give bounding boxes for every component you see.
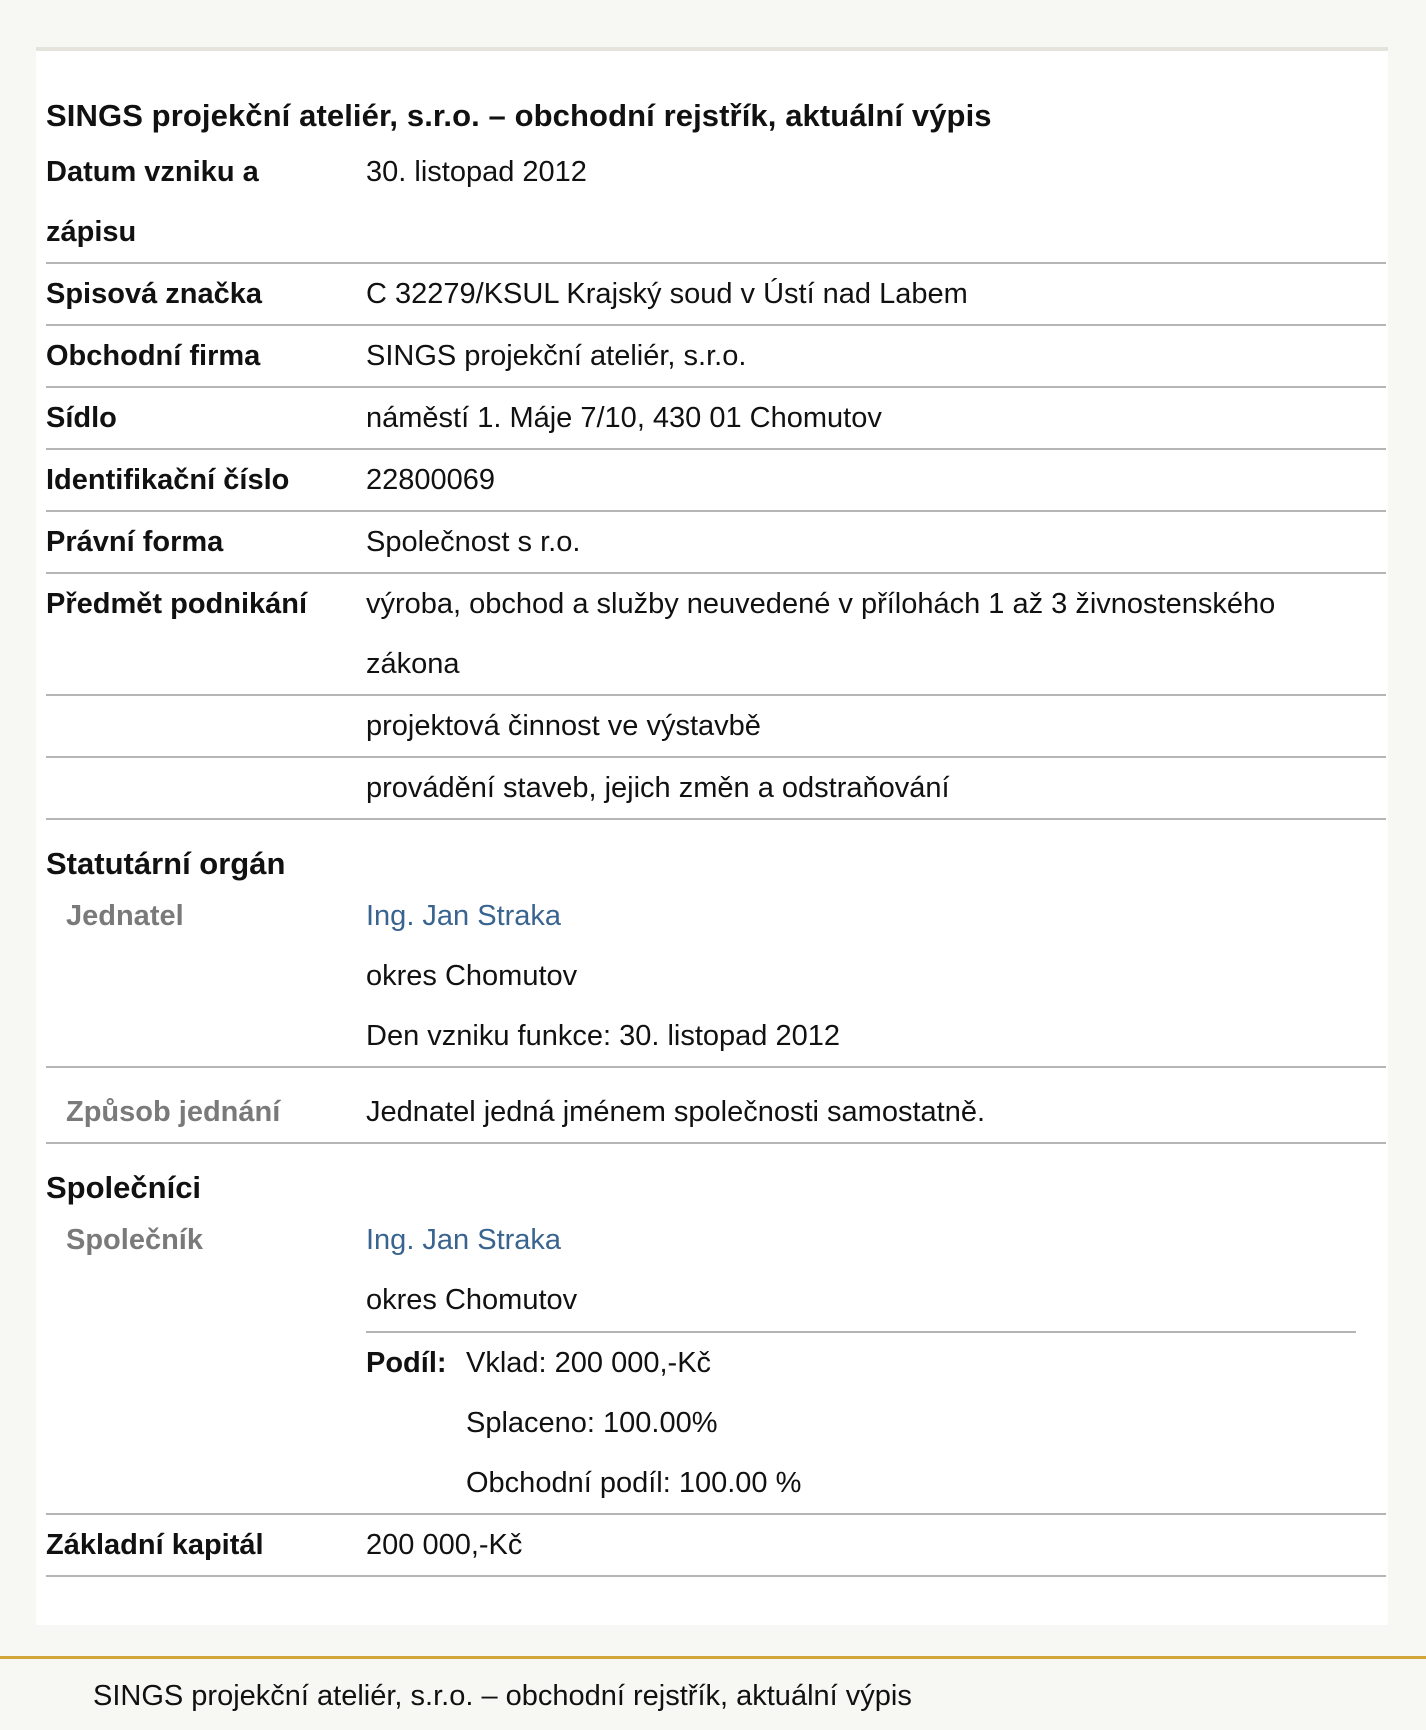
value-identifikacni-cislo: 22800069 bbox=[366, 464, 496, 496]
registry-content bbox=[46, 51, 1386, 1577]
value-predmet-item-1 bbox=[366, 574, 1386, 694]
label-zpusob-jednani: Způsob jednání bbox=[66, 1096, 281, 1128]
value-jednatel bbox=[366, 886, 1386, 1066]
label-datum-line-2: zápisu bbox=[46, 216, 137, 248]
jednatel-name-link[interactable]: Ing. Jan Straka bbox=[366, 900, 562, 932]
row-sidlo bbox=[46, 388, 1386, 450]
value-spolecnik bbox=[366, 1210, 1386, 1513]
row-spolecnik bbox=[46, 1210, 1386, 1515]
row-datum-vzniku bbox=[46, 142, 1386, 264]
label-obchodni-firma: Obchodní firma bbox=[46, 340, 261, 372]
registry-panel bbox=[36, 51, 1388, 1625]
section-title-statutarni-organ: Statutární orgán bbox=[46, 846, 286, 881]
value-predmet-item-2: projektová činnost ve výstavbě bbox=[366, 710, 761, 742]
label-sidlo: Sídlo bbox=[46, 402, 117, 434]
label-spisova-znacka: Spisová značka bbox=[46, 278, 262, 310]
row-obchodni-firma bbox=[46, 326, 1386, 388]
section-title-spolecnici: Společníci bbox=[46, 1170, 202, 1205]
value-pravni-forma: Společnost s r.o. bbox=[366, 526, 581, 558]
label-datum-vzniku bbox=[46, 142, 366, 262]
predmet-item-1-line-2: zákona bbox=[366, 648, 460, 680]
row-jednatel bbox=[46, 886, 1386, 1068]
value-spisova-znacka: C 32279/KSUL Krajský soud v Ústí nad Labem bbox=[366, 278, 968, 310]
label-identifikacni-cislo: Identifikační číslo bbox=[46, 464, 290, 496]
row-predmet-item-2 bbox=[46, 696, 1386, 758]
label-empty bbox=[46, 758, 366, 818]
share-obchodni-podil: Obchodní podíl: 100.00 % bbox=[466, 1467, 802, 1499]
row-zakladni-kapital bbox=[46, 1515, 1386, 1577]
row-predmet-item-3 bbox=[46, 758, 1386, 820]
label-jednatel: Jednatel bbox=[66, 900, 184, 932]
row-spisova-znacka bbox=[46, 264, 1386, 326]
label-predmet-podnikani: Předmět podnikání bbox=[46, 588, 308, 620]
value-zakladni-kapital: 200 000,-Kč bbox=[366, 1529, 523, 1561]
label-pravni-forma: Právní forma bbox=[46, 526, 224, 558]
value-zpusob-jednani: Jednatel jedná jménem společnosti samostatně. bbox=[366, 1096, 986, 1128]
share-lines bbox=[466, 1333, 1386, 1513]
value-obchodni-firma: SINGS projekční ateliér, s.r.o. bbox=[366, 340, 747, 372]
value-datum-vzniku: 30. listopad 2012 bbox=[366, 156, 587, 188]
share-block bbox=[366, 1333, 1386, 1513]
footer-text: SINGS projekční ateliér, s.r.o. – obchodní rejstřík, aktuální výpis bbox=[93, 1680, 912, 1712]
value-sidlo: náměstí 1. Máje 7/10, 430 01 Chomutov bbox=[366, 402, 882, 434]
label-empty bbox=[46, 696, 366, 756]
row-predmet-podnikani bbox=[46, 574, 1386, 696]
row-pravni-forma bbox=[46, 512, 1386, 574]
jednatel-since: Den vzniku funkce: 30. listopad 2012 bbox=[366, 1020, 840, 1052]
page-title: SINGS projekční ateliér, s.r.o. – obchodní rejstřík, aktuální výpis bbox=[46, 98, 992, 133]
jednatel-district: okres Chomutov bbox=[366, 960, 578, 992]
share-splaceno: Splaceno: 100.00% bbox=[466, 1407, 718, 1439]
share-label: Podíl: bbox=[366, 1347, 447, 1379]
footer-divider bbox=[0, 1656, 1426, 1659]
label-datum-line-1: Datum vzniku a bbox=[46, 156, 259, 188]
label-spolecnik: Společník bbox=[66, 1224, 203, 1256]
label-zakladni-kapital: Základní kapitál bbox=[46, 1529, 264, 1561]
value-predmet-item-3: provádění staveb, jejich změn a odstraňování bbox=[366, 772, 950, 804]
row-identifikacni-cislo bbox=[46, 450, 1386, 512]
share-vklad: Vklad: 200 000,-Kč bbox=[466, 1347, 712, 1379]
spolecnik-name-link[interactable]: Ing. Jan Straka bbox=[366, 1224, 562, 1256]
predmet-item-1-line-1: výroba, obchod a služby neuvedené v přílohách 1 až 3 živnostenského bbox=[366, 588, 1276, 620]
spolecnik-district: okres Chomutov bbox=[366, 1284, 578, 1316]
row-zpusob-jednani bbox=[46, 1068, 1386, 1144]
